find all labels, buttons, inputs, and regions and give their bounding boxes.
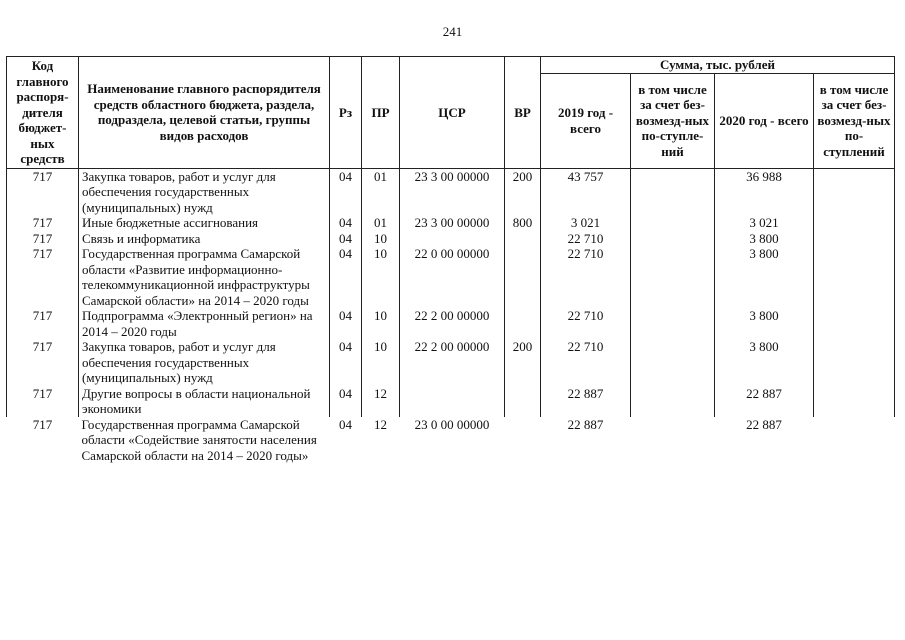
cell-rz: 04 bbox=[330, 308, 362, 339]
cell-2020-grants bbox=[814, 339, 895, 386]
cell-2019-grants bbox=[631, 308, 715, 339]
cell-2020-grants bbox=[814, 246, 895, 308]
cell-code: 717 bbox=[7, 386, 79, 417]
cell-vr: 200 bbox=[505, 168, 541, 215]
cell-2020-total: 22 887 bbox=[715, 386, 814, 417]
cell-pr: 10 bbox=[362, 339, 400, 386]
cell-2019-grants bbox=[631, 417, 715, 464]
cell-code: 717 bbox=[7, 308, 79, 339]
cell-code: 717 bbox=[7, 231, 79, 247]
cell-2019-total: 22 710 bbox=[541, 231, 631, 247]
cell-name: Иные бюджетные ассигнования bbox=[79, 215, 330, 231]
cell-2019-total: 22 710 bbox=[541, 339, 631, 386]
cell-rz: 04 bbox=[330, 215, 362, 231]
cell-2020-grants bbox=[814, 168, 895, 215]
table-row bbox=[7, 168, 895, 215]
cell-2019-grants bbox=[631, 246, 715, 308]
table-body bbox=[7, 168, 895, 463]
table-row bbox=[7, 246, 895, 308]
cell-2020-total: 3 021 bbox=[715, 215, 814, 231]
cell-code: 717 bbox=[7, 246, 79, 308]
cell-vr bbox=[505, 386, 541, 417]
cell-rz: 04 bbox=[339, 416, 352, 432]
cell-pr: 10 bbox=[362, 231, 400, 247]
cell-csr: 23 3 00 00000 bbox=[400, 215, 505, 231]
cell-vr bbox=[505, 231, 541, 247]
cell-rz: 04 bbox=[330, 386, 362, 417]
header-vr: ВР bbox=[505, 57, 541, 169]
cell-csr bbox=[400, 231, 505, 247]
budget-table bbox=[6, 56, 895, 463]
cell-2019-total: 3 021 bbox=[541, 215, 631, 231]
cell-csr: 23 0 00 00000 bbox=[414, 416, 490, 432]
cell-2020-total: 3 800 bbox=[715, 308, 814, 339]
table-row bbox=[7, 215, 895, 231]
cell-vr: 200 bbox=[505, 339, 541, 386]
cell-csr: 23 3 00 00000 bbox=[400, 168, 505, 215]
cell-pr: 01 bbox=[362, 215, 400, 231]
cell-2019-total: 22 710 bbox=[541, 246, 631, 308]
header-code: Код главного распоря-дителя бюджет-ных средств bbox=[7, 57, 79, 169]
cell-csr: 22 0 00 00000 bbox=[400, 246, 505, 308]
cell-name: Государственная программа Самарской области «Развитие информационно-телекоммуникационной инфраструктуры Самарской области» на 2014 – 2020 годы bbox=[79, 246, 330, 308]
cell-2019-grants bbox=[631, 339, 715, 386]
cell-rz: 04 bbox=[330, 231, 362, 247]
cell-csr: 22 2 00 00000 bbox=[400, 339, 505, 386]
cell-rz: 04 bbox=[330, 246, 362, 308]
cell-csr: 22 2 00 00000 bbox=[400, 308, 505, 339]
cell-2019-grants bbox=[631, 215, 715, 231]
cell-2019-grants bbox=[631, 386, 715, 417]
cell-pr: 10 bbox=[362, 308, 400, 339]
cell-2019-total: 22 710 bbox=[541, 308, 631, 339]
cell-name: Государственная программа Самарской области «Содействие занятости населения Самарской области на 2014 – 2020 годы» bbox=[81, 416, 317, 463]
cell-code: 717 bbox=[7, 215, 79, 231]
table-row bbox=[7, 386, 895, 417]
cell-vr bbox=[505, 246, 541, 308]
header-pr: ПР bbox=[362, 57, 400, 169]
cell-2020-grants bbox=[814, 386, 895, 417]
cell-rz: 04 bbox=[330, 339, 362, 386]
cell-2020-total: 3 800 bbox=[715, 246, 814, 308]
cell-vr bbox=[505, 417, 541, 464]
page-number: 241 bbox=[442, 24, 463, 39]
table-row bbox=[7, 417, 895, 464]
cell-2020-total: 36 988 bbox=[715, 168, 814, 215]
header-2020-total: 2020 год - всего bbox=[715, 73, 814, 168]
cell-2020-grants bbox=[814, 215, 895, 231]
cell-2019-grants bbox=[631, 168, 715, 215]
header-2020-grants: в том числе за счет без-возмезд-ных по-ступлений bbox=[814, 73, 895, 168]
cell-2019-total: 22 887 bbox=[541, 386, 631, 417]
header-rz: Рз bbox=[330, 57, 362, 169]
cell-name: Закупка товаров, работ и услуг для обеспечения государственных (муниципальных) нужд bbox=[79, 168, 330, 215]
cell-code: 717 bbox=[32, 416, 53, 432]
cell-2019-grants bbox=[631, 231, 715, 247]
cell-pr: 01 bbox=[362, 168, 400, 215]
cell-2019-total: 22 887 bbox=[567, 416, 604, 432]
cell-vr bbox=[505, 308, 541, 339]
cell-2020-grants bbox=[814, 417, 895, 464]
cell-2020-grants bbox=[814, 308, 895, 339]
cell-vr: 800 bbox=[505, 215, 541, 231]
cell-name: Закупка товаров, работ и услуг для обеспечения государственных (муниципальных) нужд bbox=[79, 339, 330, 386]
cell-2020-grants bbox=[814, 231, 895, 247]
table-row bbox=[7, 308, 895, 339]
cell-name: Связь и информатика bbox=[79, 231, 330, 247]
cell-code: 717 bbox=[7, 339, 79, 386]
cell-code: 717 bbox=[7, 168, 79, 215]
cell-2020-total: 3 800 bbox=[715, 339, 814, 386]
cell-2020-total: 3 800 bbox=[715, 231, 814, 247]
cell-2020-total: 22 887 bbox=[746, 416, 782, 432]
header-2019-total: 2019 год - всего bbox=[541, 73, 631, 168]
table-row bbox=[7, 231, 895, 247]
cell-pr: 12 bbox=[374, 416, 387, 432]
header-name: Наименование главного распорядителя средств областного бюджета, раздела, подраздела, целевой статьи, группы видов расходов bbox=[79, 57, 330, 169]
cell-csr bbox=[400, 386, 505, 417]
header-csr: ЦСР bbox=[400, 57, 505, 169]
cell-name: Подпрограмма «Электронный регион» на 2014 – 2020 годы bbox=[79, 308, 330, 339]
table-row bbox=[7, 339, 895, 386]
table-header bbox=[7, 57, 895, 169]
header-sum-group: Сумма, тыс. рублей bbox=[541, 57, 895, 74]
cell-pr: 12 bbox=[362, 386, 400, 417]
cell-pr: 10 bbox=[362, 246, 400, 308]
header-2019-grants: в том числе за счет без-возмезд-ных по-ступле-ний bbox=[631, 73, 715, 168]
cell-2019-total: 43 757 bbox=[541, 168, 631, 215]
cell-name: Другие вопросы в области национальной экономики bbox=[79, 386, 330, 417]
cell-rz: 04 bbox=[330, 168, 362, 215]
